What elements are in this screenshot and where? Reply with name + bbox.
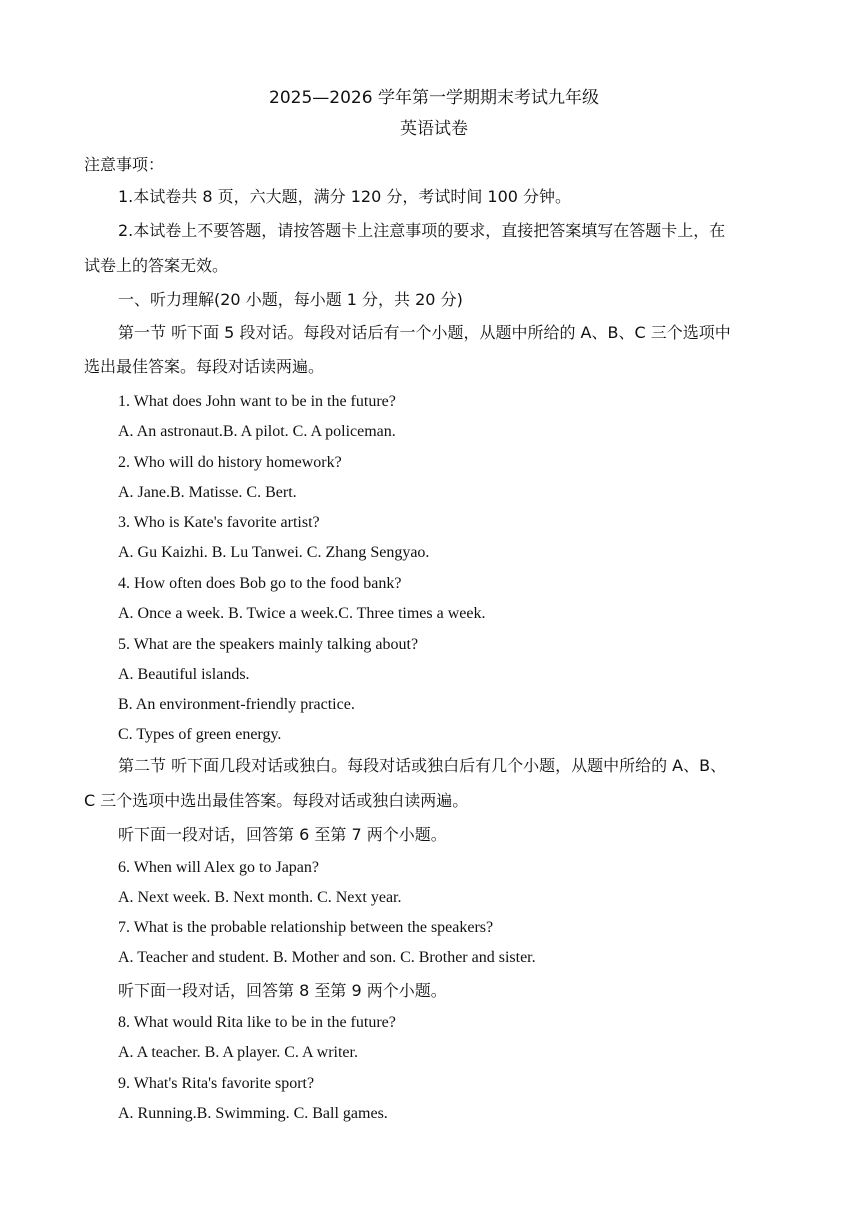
question-9-options: A. Running.B. Swimming. C. Ball games. bbox=[118, 1105, 388, 1122]
question-2: 2. Who will do history homework? bbox=[118, 454, 342, 471]
question-4-options: A. Once a week. B. Twice a week.C. Three times a week. bbox=[118, 605, 486, 622]
note-item-1: 1.本试卷共 8 页，六大题，满分 120 分，考试时间 100 分钟。 bbox=[118, 187, 572, 206]
question-3: 3. Who is Kate's favorite artist? bbox=[118, 514, 320, 531]
question-5: 5. What are the speakers mainly talking about? bbox=[118, 636, 419, 653]
question-1: 1. What does John want to be in the future? bbox=[118, 393, 396, 410]
question-6-options: A. Next week. B. Next month. C. Next year. bbox=[118, 889, 402, 906]
dialog-1-intro: 听下面一段对话，回答第 6 至第 7 两个小题。 bbox=[118, 825, 447, 844]
question-8: 8. What would Rita like to be in the future? bbox=[118, 1014, 396, 1031]
question-5-option-c: C. Types of green energy. bbox=[118, 726, 282, 743]
section1-instructions-line-1: 第一节 听下面 5 段对话。每段对话后有一个小题，从题中所给的 A、B、C 三个选项中 bbox=[118, 323, 731, 342]
question-3-options: A. Gu Kaizhi. B. Lu Tanwei. C. Zhang Sengyao. bbox=[118, 544, 430, 561]
section1-instructions-line-2: 选出最佳答案。每段对话读两遍。 bbox=[84, 357, 325, 376]
question-5-option-a: A. Beautiful islands. bbox=[118, 666, 250, 683]
part1-heading: 一、听力理解(20 小题，每小题 1 分，共 20 分) bbox=[118, 290, 463, 309]
question-9: 9. What's Rita's favorite sport? bbox=[118, 1075, 315, 1092]
note-item-2-line-1: 2.本试卷上不要答题，请按答题卡上注意事项的要求，直接把答案填写在答题卡上，在 bbox=[118, 221, 726, 240]
notes-heading: 注意事项： bbox=[84, 155, 165, 174]
question-1-options: A. An astronaut.B. A pilot. C. A policeman. bbox=[118, 423, 396, 440]
question-2-options: A. Jane.B. Matisse. C. Bert. bbox=[118, 484, 297, 501]
question-7: 7. What is the probable relationship between the speakers? bbox=[118, 919, 494, 936]
exam-subtitle: 英语试卷 bbox=[400, 119, 468, 139]
question-6: 6. When will Alex go to Japan? bbox=[118, 859, 319, 876]
section2-instructions-line-1: 第二节 听下面几段对话或独白。每段对话或独白后有几个小题，从题中所给的 A、B、 bbox=[118, 756, 727, 775]
question-4: 4. How often does Bob go to the food bank? bbox=[118, 575, 402, 592]
question-7-options: A. Teacher and student. B. Mother and son. C. Brother and sister. bbox=[118, 949, 536, 966]
section2-instructions-line-2: C 三个选项中选出最佳答案。每段对话或独白读两遍。 bbox=[84, 791, 469, 810]
question-5-option-b: B. An environment-friendly practice. bbox=[118, 696, 355, 713]
note-item-2-line-2: 试卷上的答案无效。 bbox=[84, 256, 229, 275]
question-8-options: A. A teacher. B. A player. C. A writer. bbox=[118, 1044, 358, 1061]
exam-title: 2025—2026 学年第一学期期末考试九年级 bbox=[269, 88, 599, 108]
dialog-2-intro: 听下面一段对话，回答第 8 至第 9 两个小题。 bbox=[118, 981, 447, 1000]
